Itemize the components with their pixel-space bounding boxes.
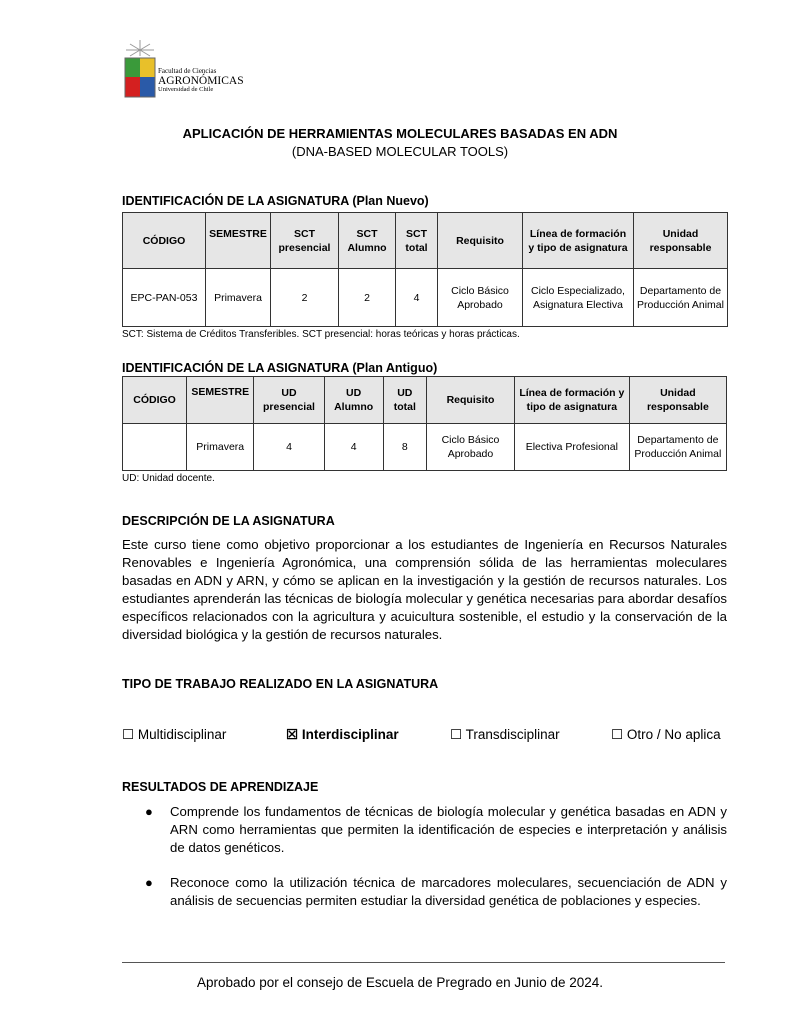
option-label: Multidisciplinar [137, 727, 227, 742]
bullet-icon: ● [145, 875, 153, 890]
plan-nuevo-table [122, 212, 728, 327]
footer-text: Aprobado por el consejo de Escuela de Pregrado en Junio de 2024. [196, 975, 604, 990]
header-cell: Requisito [438, 213, 523, 269]
cell: Departamento de Producción Animal [634, 269, 728, 327]
option-multidisciplinar[interactable] [122, 727, 226, 743]
table-header-row [123, 213, 728, 269]
cell: Departamento de Producción Animal [629, 424, 726, 471]
cell: 4 [254, 424, 324, 471]
header-cell: SCT presencial [271, 213, 339, 269]
cell: Ciclo Básico Aprobado [438, 269, 523, 327]
header-cell: UD total [383, 377, 426, 424]
cell: 4 [324, 424, 383, 471]
header-cell: Línea de formación y tipo de asignatura [523, 213, 634, 269]
checkbox-unchecked-icon[interactable]: ☐ [611, 727, 624, 742]
resultados-heading: RESULTADOS DE APRENDIZAJE [122, 780, 319, 794]
cell: Primavera [187, 424, 254, 471]
checkbox-unchecked-icon[interactable]: ☐ [122, 727, 135, 742]
header-cell: SEMESTRE [206, 213, 271, 269]
cell: 2 [339, 269, 396, 327]
plan-antiguo-heading: IDENTIFICACIÓN DE LA ASIGNATURA (Plan Antiguo) [122, 361, 438, 375]
cell: 2 [271, 269, 339, 327]
plan-antiguo-note: UD: Unidad docente. [122, 473, 215, 484]
option-label: Interdisciplinar [301, 727, 399, 742]
coat-of-arms-icon [122, 38, 158, 104]
table-header-row [123, 377, 727, 424]
logo-line1: Facultad de Ciencias [158, 67, 217, 75]
header-cell: SCT Alumno [339, 213, 396, 269]
cell: Electiva Profesional [514, 424, 629, 471]
logo-line3: Universidad de Chile [158, 86, 214, 94]
header-cell: UD Alumno [324, 377, 383, 424]
option-interdisciplinar[interactable] [286, 727, 399, 743]
plan-antiguo-table [122, 376, 727, 471]
tipo-trabajo-heading: TIPO DE TRABAJO REALIZADO EN LA ASIGNATURA [122, 677, 439, 691]
option-label: Otro / No aplica [626, 727, 721, 742]
header-cell: CÓDIGO [123, 377, 187, 424]
course-subtitle: (DNA-BASED MOLECULAR TOOLS) [291, 144, 509, 159]
cell: 8 [383, 424, 426, 471]
resultado-item: Comprende los fundamentos de técnicas de biología molecular y genética basadas en ADN y ARN como herramientas que permiten la identificación de especies e interpretación y análisis de datos genéticos. [170, 804, 727, 855]
header-cell: Unidad responsable [634, 213, 728, 269]
checkbox-unchecked-icon[interactable]: ☐ [450, 727, 463, 742]
header-cell: SEMESTRE [187, 377, 254, 424]
option-transdisciplinar[interactable] [450, 727, 560, 743]
header-cell: Línea de formación y tipo de asignatura [514, 377, 629, 424]
faculty-logo [122, 38, 242, 104]
table-row [123, 269, 728, 327]
course-title: APLICACIÓN DE HERRAMIENTAS MOLECULARES BASADAS EN ADN [182, 126, 618, 141]
header-cell: SCT total [396, 213, 438, 269]
cell: EPC-PAN-053 [123, 269, 206, 327]
descripcion-text: Este curso tiene como objetivo proporcionar a los estudiantes de Ingeniería en Recursos Naturales Renovables e Ingeniería Agronómica, una comprensión sólida de las herramientas moleculares basadas en ADN y ARN, y cómo se aplican en la investigación y la gestión de recursos naturales. Los estudiantes aprenderán las técnicas de biología molecular y genética necesarias para abordar desafíos específicos relacionados con la agricultura y acuicultura sostenible, el estudio y la conservación de la diversidad biológica y la gestión de recursos naturales. [122, 537, 727, 642]
footer-divider [122, 962, 725, 963]
header-cell: CÓDIGO [123, 213, 206, 269]
descripcion-heading: DESCRIPCIÓN DE LA ASIGNATURA [122, 514, 335, 528]
plan-nuevo-heading: IDENTIFICACIÓN DE LA ASIGNATURA (Plan Nuevo) [122, 194, 429, 208]
cell: Primavera [206, 269, 271, 327]
cell [123, 424, 187, 471]
bullet-icon: ● [145, 804, 153, 819]
resultado-item: Reconoce como la utilización técnica de marcadores moleculares, secuenciación de ADN y análisis de secuencias permiten estudiar la diversidad genética de poblaciones y especies. [170, 875, 727, 908]
option-otro[interactable] [611, 727, 721, 743]
cell: 4 [396, 269, 438, 327]
option-label: Transdisciplinar [465, 727, 560, 742]
cell: Ciclo Especializado, Asignatura Electiva [523, 269, 634, 327]
header-cell: UD presencial [254, 377, 324, 424]
logo-line2: AGRONÓMICAS [158, 75, 244, 88]
header-cell: Requisito [427, 377, 515, 424]
checkbox-checked-icon[interactable]: ☒ [286, 727, 299, 742]
table-row [123, 424, 727, 471]
header-cell: Unidad responsable [629, 377, 726, 424]
cell: Ciclo Básico Aprobado [427, 424, 515, 471]
plan-nuevo-note: SCT: Sistema de Créditos Transferibles. SCT presencial: horas teóricas y horas prácticas. [122, 329, 520, 340]
